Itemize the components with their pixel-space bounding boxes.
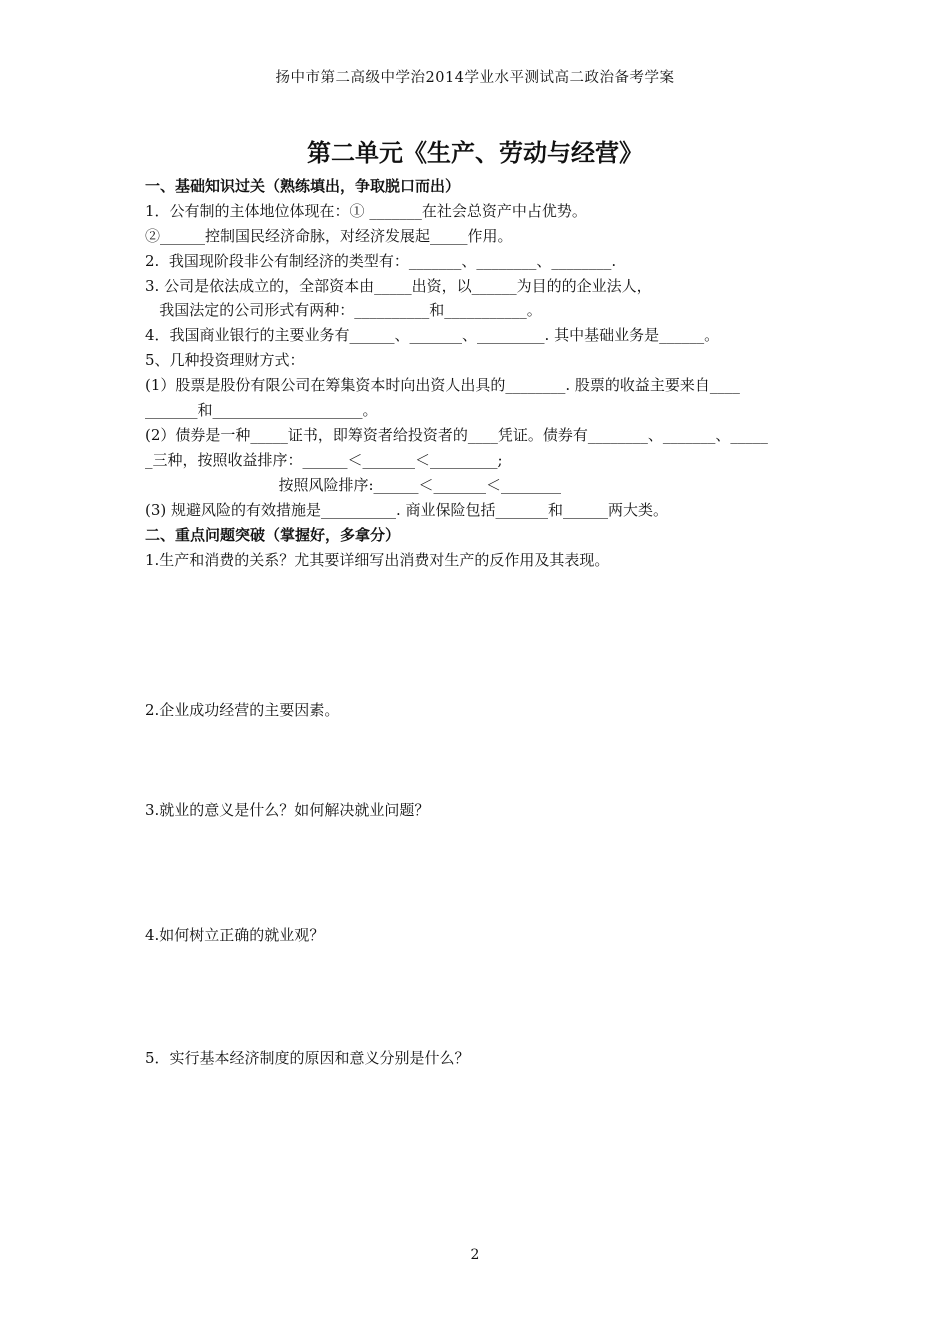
question-3: 3.就业的意义是什么？如何解决就业问题？ — [145, 801, 430, 819]
question-2: 2.企业成功经营的主要因素。 — [145, 701, 340, 719]
fill-line: 4．我国商业银行的主要业务有______、_______、_________. 其中基础业务是______。 — [145, 326, 720, 344]
fill-line: _三种，按照收益排序：______＜_______＜_________; — [145, 451, 503, 469]
fill-line: 1．公有制的主体地位体现在：① _______在社会总资产中占优势。 — [145, 202, 587, 220]
fill-line: _______和____________________。 — [145, 401, 378, 419]
page-header: 扬中市第二高级中学治2014学业水平测试高二政治备考学案 — [275, 70, 675, 86]
question-5: 5．实行基本经济制度的原因和意义分别是什么？ — [145, 1049, 470, 1067]
section2-heading: 二、重点问题突破（掌握好，多拿分） — [145, 526, 401, 544]
page-title: 第二单元《生产、劳动与经营》 — [307, 138, 643, 167]
question-4: 4.如何树立正确的就业观？ — [145, 926, 325, 944]
fill-line: (2）债券是一种_____证书，即筹资者给投资者的____凭证。债券有________、_______、_____ — [145, 426, 768, 444]
fill-line: 按照风险排序:______＜_______＜________ — [145, 476, 562, 494]
section1-heading: 一、基础知识过关（熟练填出，争取脱口而出） — [145, 177, 461, 195]
fill-line: 3. 公司是依法成立的，全部资本由_____出资，以______为目的的企业法人， — [145, 277, 652, 295]
question-1: 1.生产和消费的关系？尤其要详细写出消费对生产的反作用及其表现。 — [145, 551, 610, 569]
fill-line: (1）股票是股份有限公司在筹集资本时向出资人出具的________. 股票的收益主要来自____ — [145, 376, 740, 394]
fill-line: 2. 我国现阶段非公有制经济的类型有：_______、________、________. — [145, 252, 617, 270]
page-number: 2 — [470, 1247, 480, 1263]
fill-line: 我国法定的公司形式有两种：__________和___________。 — [145, 301, 542, 319]
fill-line: (3) 规避风险的有效措施是__________. 商业保险包括_______和______两大类。 — [145, 501, 669, 519]
fill-line: 5、几种投资理财方式： — [145, 351, 305, 369]
fill-line: ②______控制国民经济命脉，对经济发展起_____作用。 — [145, 227, 513, 245]
